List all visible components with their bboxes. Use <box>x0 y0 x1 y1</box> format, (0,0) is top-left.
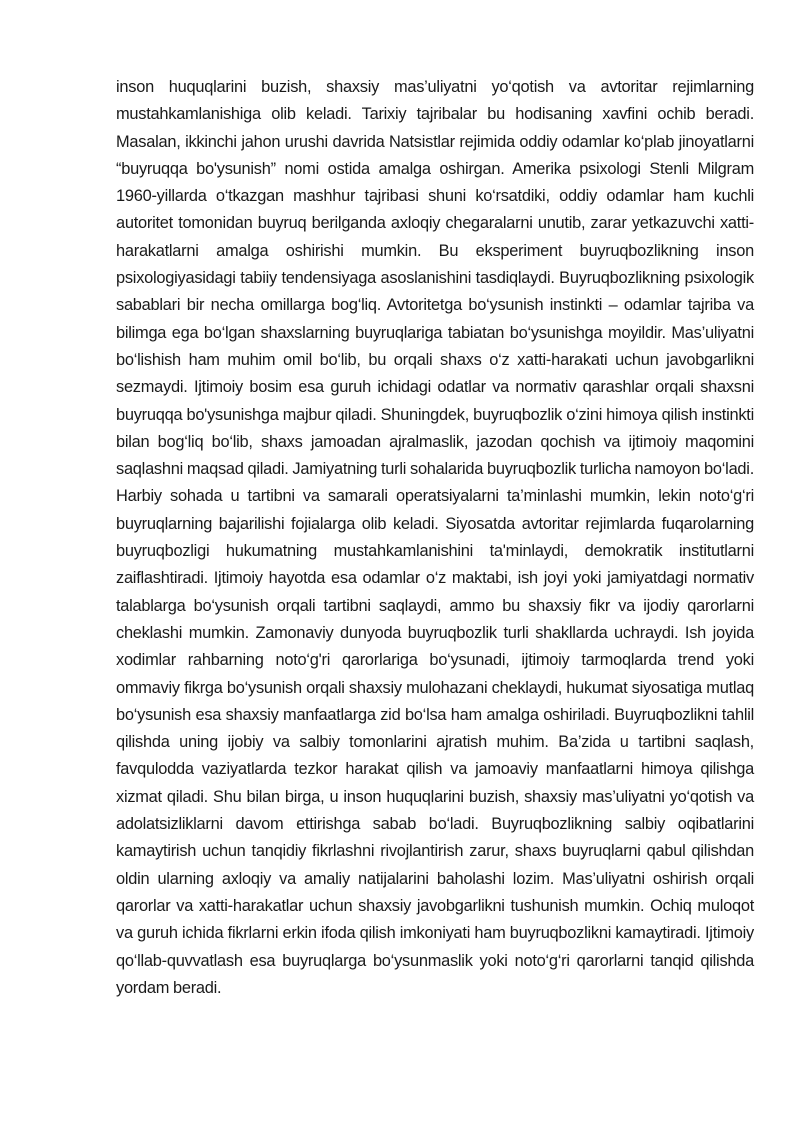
body-paragraph: inson huquqlarini buzish, shaxsiy mas’uliyatni yo‘qotish va avtoritar rejimlarning mustahkamlanishiga olib keladi. Tarixiy tajribalar bu hodisaning xavfini ochib beradi. Masalan, ikkinchi jahon urushi davrida Natsistlar rejimida oddiy odamlar ko‘plab jinoyatlarni “buyruqqa bo'ysunish” nomi ostida amalga oshirgan. Amerika psixologi Stenli Milgram 1960-yillarda o‘tkazgan mashhur tajribasi shuni ko‘rsatdiki, oddiy odamlar ham kuchli autoritet tomonidan buyruq berilganda axloqiy chegaralarni unutib, zarar yetkazuvchi xatti-harakatlarni amalga oshirishi mumkin. Bu eksperiment buyruqbozlikning inson psixologiyasidagi tabiiy tendensiyaga asoslanishini tasdiqlaydi. Buyruqbozlikning psixologik sabablari bir necha omillarga bog‘liq. Avtoritetga bo‘ysunish instinkti – odamlar tajriba va bilimga ega bo‘lgan shaxslarning buyruqlariga tabiatan bo‘ysunishga moyildir. Mas’uliyatni bo‘lishish ham muhim omil bo‘lib, bu orqali shaxs o‘z xatti-harakati uchun javobgarlikni sezmaydi. Ijtimoiy bosim esa guruh ichidagi odatlar va normativ qarashlar orqali shaxsni buyruqqa bo'ysunishga majbur qiladi. Shuningdek, buyruqbozlik o‘zini himoya qilish instinkti bilan bog‘liq bo‘lib, shaxs jamoadan ajralmaslik, jazodan qochish va ijtimoiy maqomini saqlashni maqsad qiladi. Jamiyatning turli sohalarida buyruqbozlik turlicha namoyon bo‘ladi. Harbiy sohada u tartibni va samarali operatsiyalarni ta’minlashi mumkin, lekin noto‘g‘ri buyruqlarning bajarilishi fojialarga olib keladi. Siyosatda avtoritar rejimlarda fuqarolarning buyruqbozligi hukumatning mustahkamlanishini ta'minlaydi, demokratik institutlarni zaiflashtiradi. Ijtimoiy hayotda esa odamlar o‘z maktabi, ish joyi yoki jamiyatdagi normativ talablarga bo‘ysunish orqali tartibni saqlaydi, ammo bu shaxsiy fikr va ijodiy qarorlarni cheklashi mumkin. Zamonaviy dunyoda buyruqbozlik turli shakllarda uchraydi. Ish joyida xodimlar rahbarning noto‘g'ri qarorlariga bo‘ysunadi, ijtimoiy tarmoqlarda trend yoki ommaviy fikrga bo‘ysunish orqali shaxsiy mulohazani cheklaydi, hukumat siyosatiga mutlaq bo‘ysunish esa shaxsiy manfaatlarga zid bo‘lsa ham amalga oshiriladi. Buyruqbozlikni tahlil qilishda uning ijobiy va salbiy tomonlarini ajratish muhim. Ba’zida u tartibni saqlash, favqulodda vaziyatlarda tezkor harakat qilish va jamoaviy manfaatlarni himoya qilishga xizmat qiladi. Shu bilan birga, u inson huquqlarini buzish, shaxsiy mas’uliyatni yo‘qotish va adolatsizliklarni davom ettirishga sabab bo‘ladi. Buyruqbozlikning salbiy oqibatlarini kamaytirish uchun tanqidiy fikrlashni rivojlantirish zarur, shaxs buyruqlarni qabul qilishdan oldin ularning axloqiy va amaliy natijalarini baholashi lozim. Mas’uliyatni oshirish orqali qarorlar va xatti-harakatlar uchun shaxsiy javobgarlikni tushunish mumkin. Ochiq muloqot va guruh ichida fikrlarni erkin ifoda qilish imkoniyati ham buyruqbozlikni kamaytiradi. Ijtimoiy qo‘llab-quvvatlash esa buyruqlarga bo‘ysunmaslik yoki noto‘g‘ri qarorlarni tanqid qilishda yordam beradi. <box>116 78 754 997</box>
document-page <box>116 74 754 1002</box>
